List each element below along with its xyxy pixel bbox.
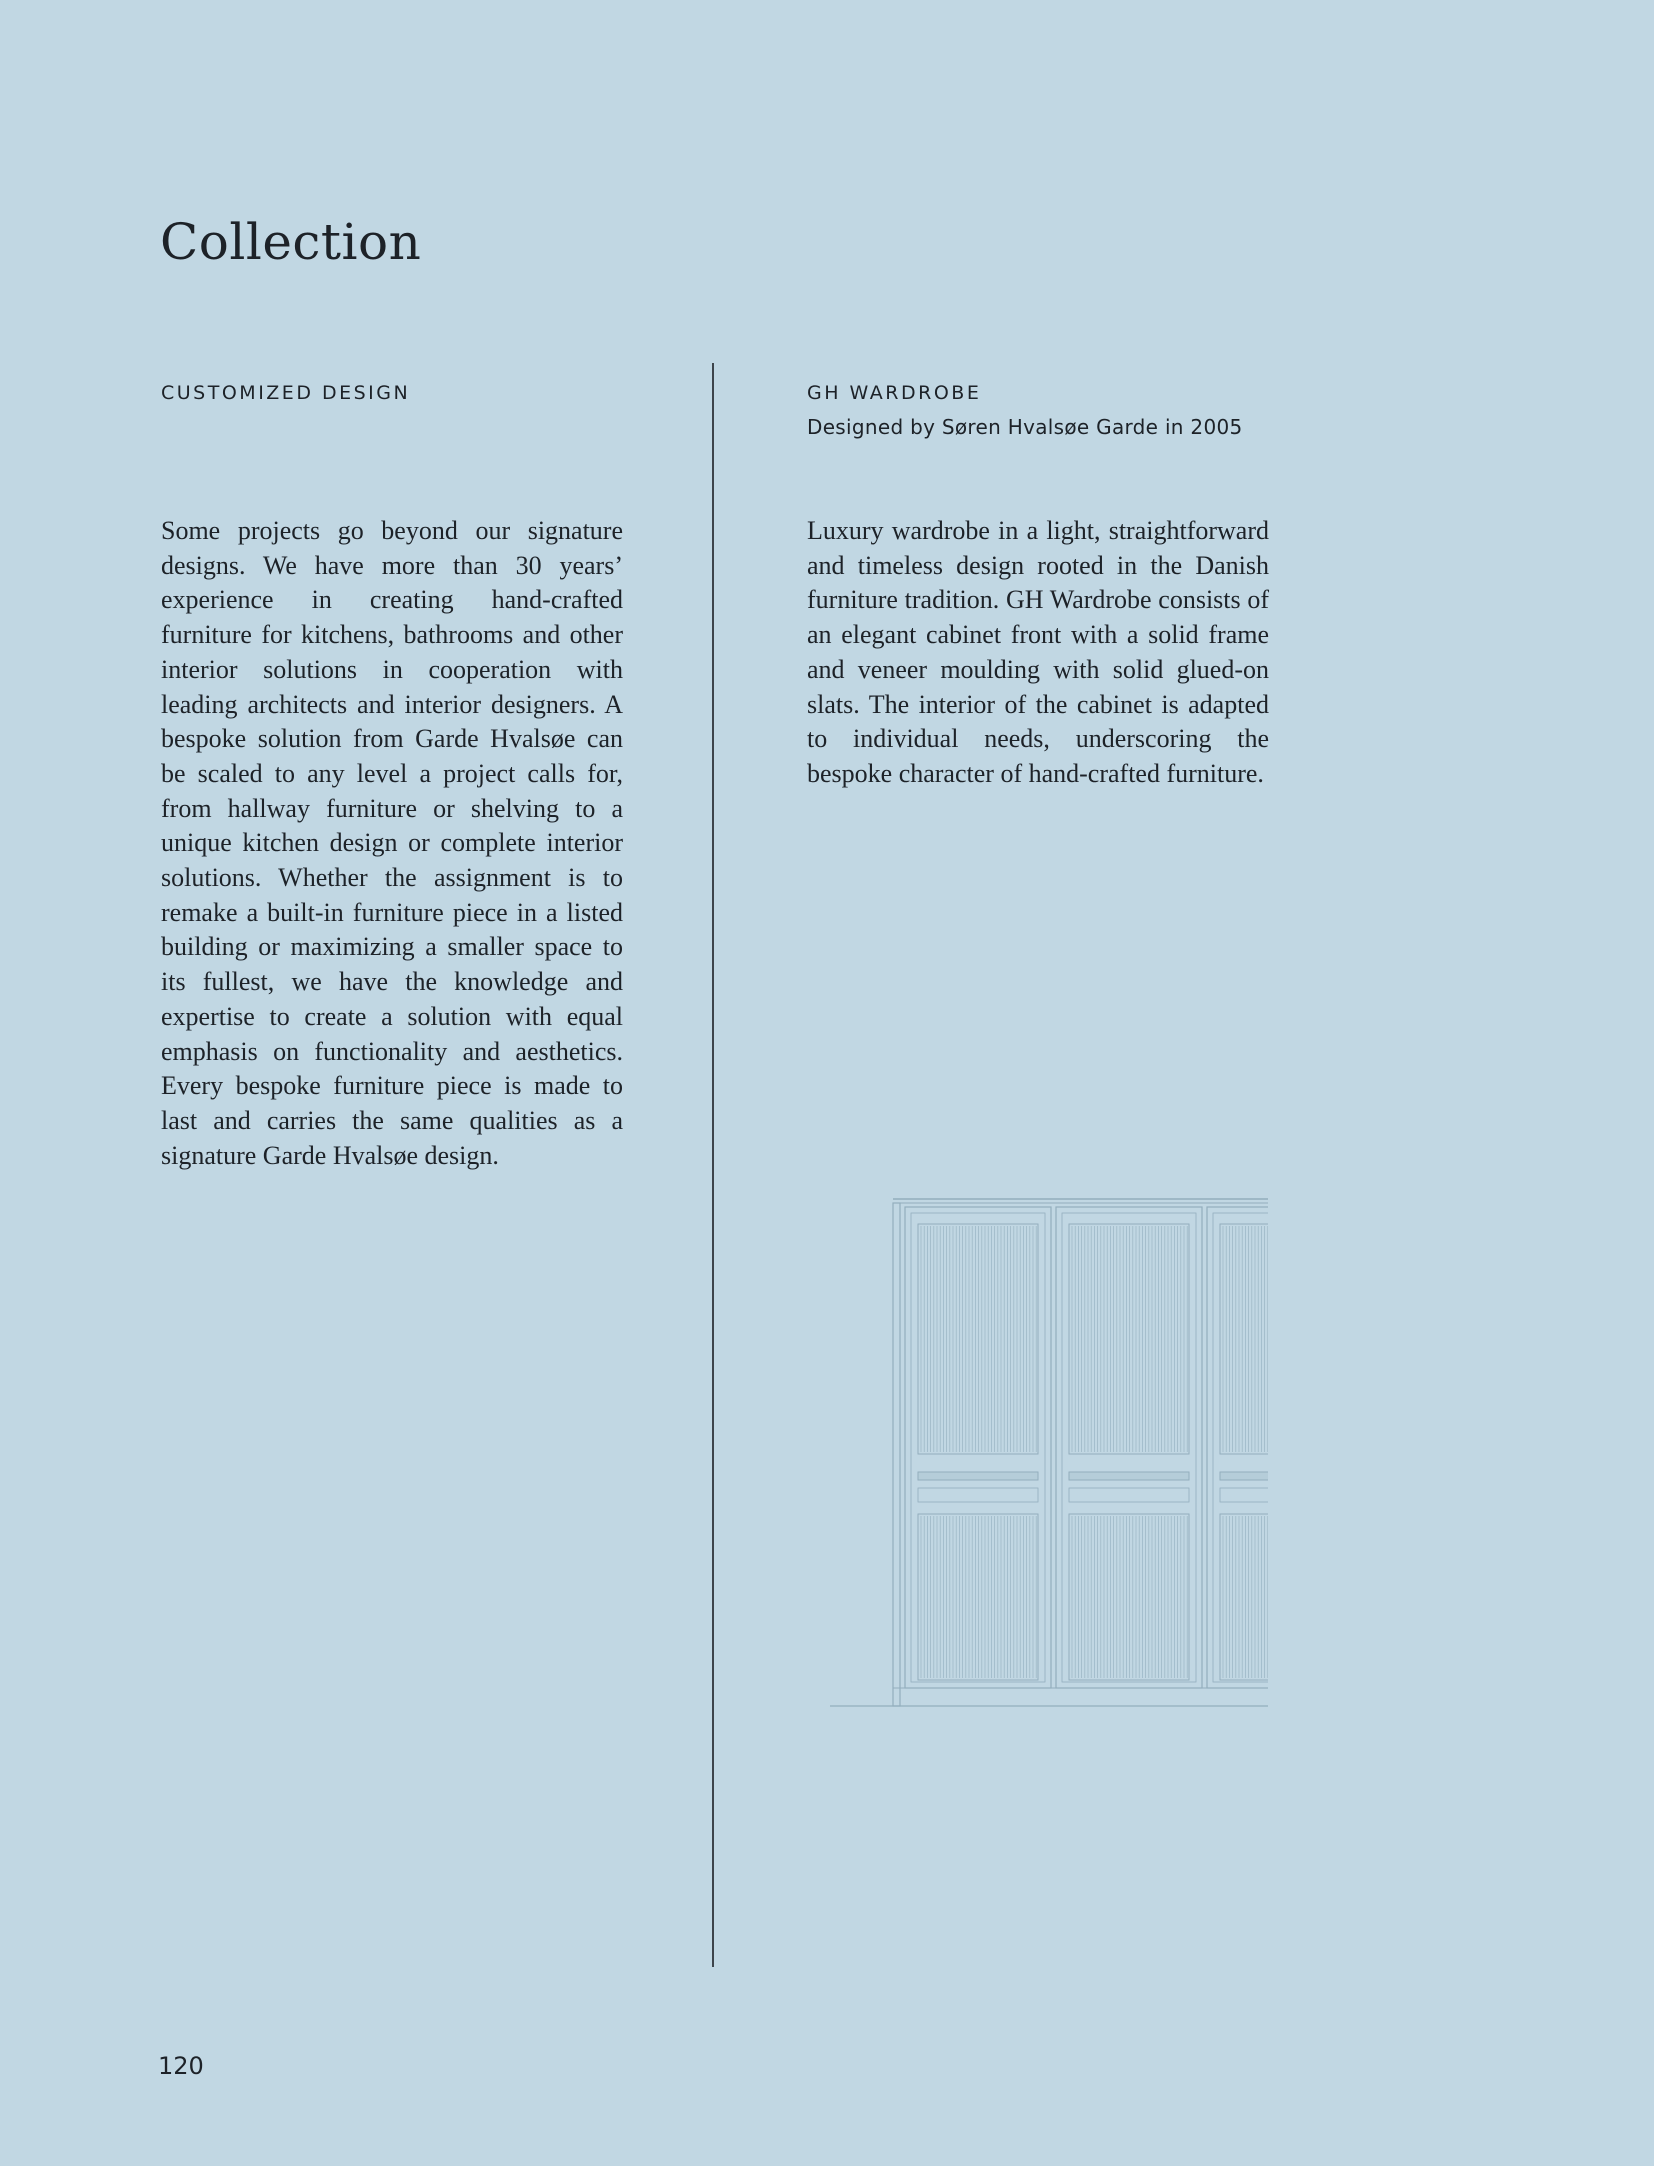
customized-design-body: Some projects go beyond our signature designs. We have more than 30 years’ experience in creating hand-crafted furniture for kitchens, bathrooms and other interior solutions in cooperation with leading architects and interior designers. A bespoke solution from Garde Hvalsøe can be scaled to any level a project calls for, from hallway furniture or shelving to a unique kitchen design or complete interior solutions. Whether the assignment is to remake a built-in furniture piece in a listed building or maximizing a smaller space to its fullest, we have the knowledge and expertise to create a solution with equal emphasis on functionality and aesthetics. Every bespoke furniture piece is made to last and carries the same qualities as a signature Garde Hvalsøe design. <box>161 516 623 1170</box>
wardrobe-drawing-icon <box>830 1192 1270 1712</box>
page-number: 120 <box>158 2052 204 2080</box>
designer-credit: Designed by Søren Hvalsøe Garde in 2005 <box>807 415 1243 439</box>
section-label-gh-wardrobe: GH WARDROBE <box>807 382 982 404</box>
gh-wardrobe-body: Luxury wardrobe in a light, straightforward and timeless design rooted in the Danish furniture tradition. GH Wardrobe consists of an elegant cabinet front with a solid frame and veneer moulding with solid glued-on slats. The interior of the cabinet is adapted to individual needs, underscoring the bespoke character of hand-crafted furniture. <box>807 516 1269 788</box>
section-label-customized-design: CUSTOMIZED DESIGN <box>161 382 411 404</box>
page-title: Collection <box>160 213 422 271</box>
column-divider <box>712 363 714 1967</box>
wardrobe-illustration <box>830 1192 1270 1717</box>
